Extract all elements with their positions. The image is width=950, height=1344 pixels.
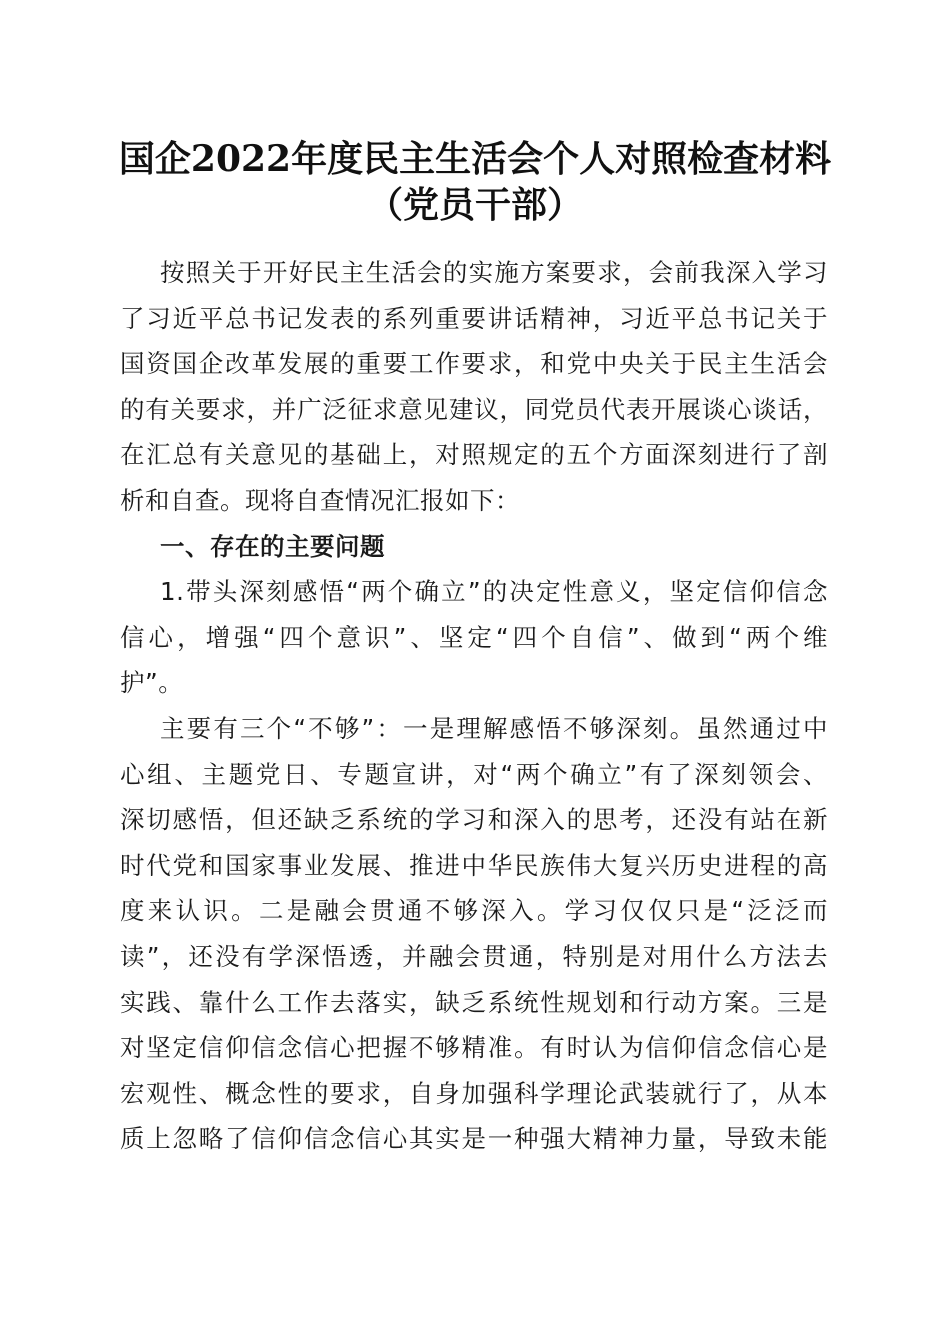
paragraph-line: 1.带头深刻感悟“两个确立”的决定性意义，坚定信仰信念 xyxy=(160,577,828,607)
paragraph-line: 宏观性、概念性的要求，自身加强科学理论武装就行了，从本 xyxy=(120,1078,828,1108)
document-title: 国企2022年度民主生活会个人对照检查材料 xyxy=(118,138,832,180)
paragraph-line: 主要有三个“不够”：一是理解感悟不够深刻。虽然通过中 xyxy=(160,713,828,743)
paragraph-line: 对坚定信仰信念信心把握不够精准。有时认为信仰信念信心是 xyxy=(120,1033,828,1063)
section-heading: 一、存在的主要问题 xyxy=(160,531,385,561)
paragraph-line: 深切感悟，但还缺乏系统的学习和深入的思考，还没有站在新 xyxy=(120,805,828,835)
document-body xyxy=(120,250,828,1162)
paragraph-line: 心组、主题党日、专题宣讲，对“两个确立”有了深刻领会、 xyxy=(120,759,828,789)
paragraph-line: 国资国企改革发展的重要工作要求，和党中央关于民主生活会 xyxy=(120,349,828,379)
paragraph-line: 析和自查。现将自查情况汇报如下： xyxy=(120,485,520,515)
paragraph-line: 读”，还没有学深悟透，并融会贯通，特别是对用什么方法去 xyxy=(120,941,828,971)
paragraph-line: 护”。 xyxy=(120,668,184,698)
paragraph-line: 在汇总有关意见的基础上，对照规定的五个方面深刻进行了剖 xyxy=(120,440,828,470)
paragraph-line: 按照关于开好民主生活会的实施方案要求，会前我深入学习 xyxy=(160,258,828,287)
paragraph-line: 质上忽略了信仰信念信心其实是一种强大精神力量，导致未能 xyxy=(120,1124,828,1154)
document-subtitle: （党员干部） xyxy=(366,184,583,226)
paragraph-line: 度来认识。二是融会贯通不够深入。学习仅仅只是“泛泛而 xyxy=(120,896,828,926)
paragraph-line: 信心，增强“四个意识”、坚定“四个自信”、做到“两个维 xyxy=(120,622,828,652)
paragraph-line: 时代党和国家事业发展、推进中华民族伟大复兴历史进程的高 xyxy=(120,850,828,880)
paragraph-line: 的有关要求，并广泛征求意见建议，同党员代表开展谈心谈话， xyxy=(120,394,828,424)
paragraph-line: 了习近平总书记发表的系列重要讲话精神，习近平总书记关于 xyxy=(120,303,828,333)
paragraph-line: 实践、靠什么工作去落实，缺乏系统性规划和行动方案。三是 xyxy=(120,987,828,1017)
